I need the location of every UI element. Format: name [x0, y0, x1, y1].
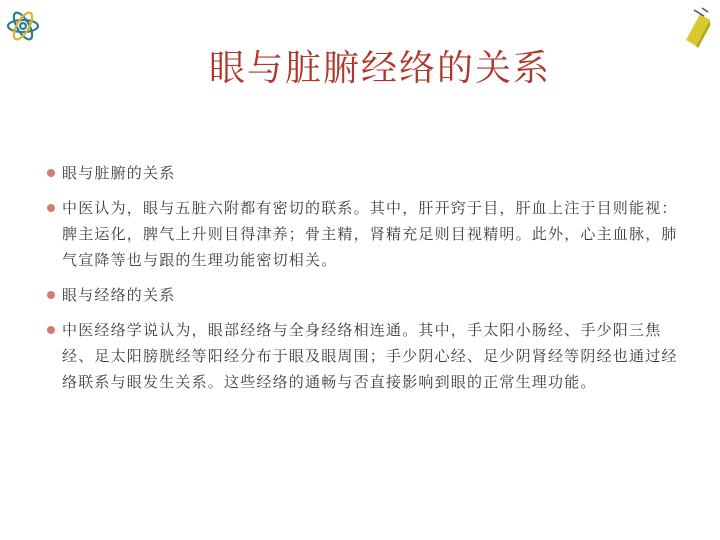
- bullet-list: [46, 160, 686, 404]
- bullet-text: 眼与脏腑的关系: [62, 164, 176, 182]
- atom-logo-icon: [6, 6, 40, 46]
- bullet-text: 中医经络学说认为，眼部经络与全身经络相连通。其中，手太阳小肠经、手少阳三焦经、足太阳膀胱经等阳经分布于眼及眼周围；手少阴心经、足少阴肾经等阴经也通过经络联系与眼发生关系。这些经络的通畅与否直接影响到眼的正常生理功能。: [62, 321, 678, 391]
- bullet-item: [46, 160, 686, 186]
- bullet-dot-icon: [47, 169, 55, 177]
- bullet-dot-icon: [47, 326, 55, 334]
- bullet-dot-icon: [47, 291, 55, 299]
- bullet-item: [46, 282, 686, 308]
- bullet-item: [46, 317, 686, 395]
- bullet-item: [46, 195, 686, 273]
- bullet-text: 中医认为，眼与五脏六附都有密切的联系。其中，肝开窍于目，肝血上注于目则能视：脾主运化，脾气上升则目得津养；骨主精，肾精充足则目视精明。此外，心主血脉，肺气宣降等也与跟的生理功能密切相关。: [62, 199, 678, 269]
- bullet-text: 眼与经络的关系: [62, 286, 176, 304]
- bullet-dot-icon: [47, 204, 55, 212]
- page-title: 眼与脏腑经络的关系: [208, 48, 551, 89]
